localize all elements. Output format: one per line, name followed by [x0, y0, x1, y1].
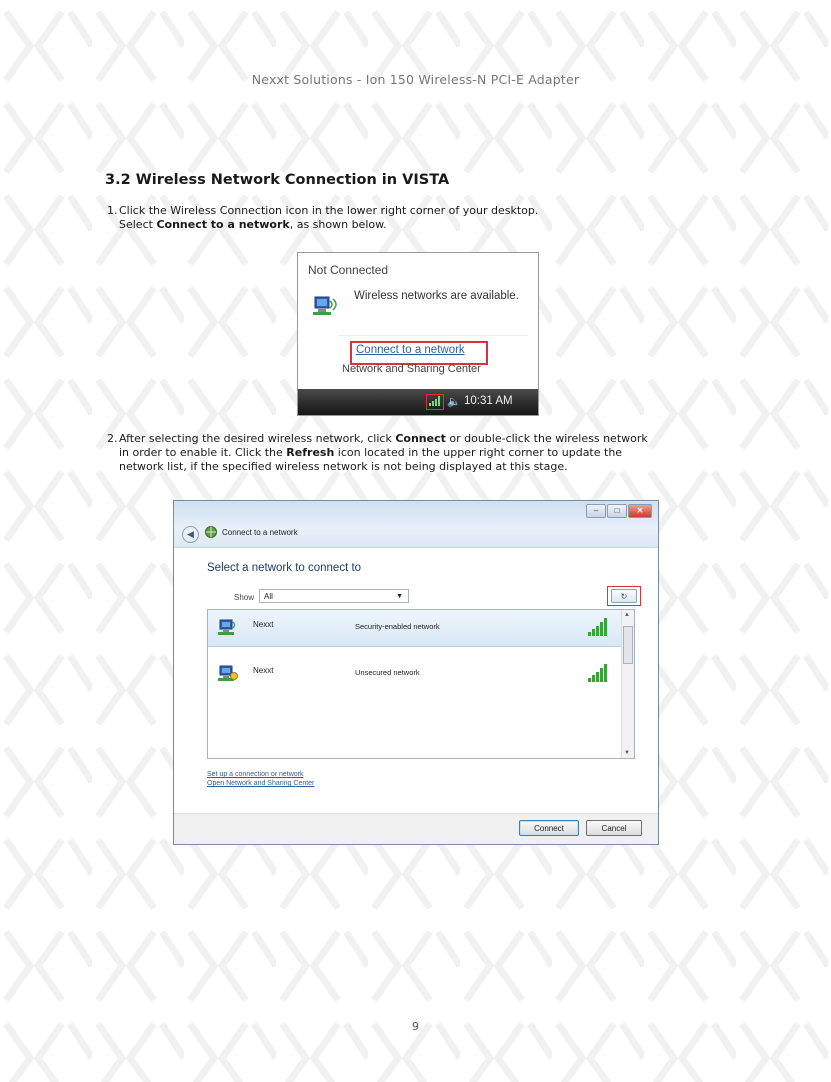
scroll-thumb[interactable]	[623, 626, 633, 664]
signal-bars-icon	[588, 618, 610, 636]
show-label: Show	[234, 593, 255, 602]
network-list-item[interactable]	[208, 610, 622, 647]
connect-button[interactable]: Connect	[519, 820, 579, 836]
clock[interactable]: 10:31 AM	[464, 395, 513, 407]
open-sharing-center-link[interactable]: Open Network and Sharing Center	[207, 780, 315, 787]
network-security: Security-enabled network	[355, 622, 440, 631]
connect-to-network-link[interactable]: Connect to a network	[356, 344, 465, 356]
wireless-computer-icon	[218, 618, 240, 636]
close-icon[interactable]: ✕	[628, 504, 652, 518]
window-controls	[585, 504, 652, 522]
step-number: 1.	[107, 204, 118, 217]
network-name: Nexxt	[253, 620, 274, 629]
divider	[338, 335, 528, 336]
network-globe-icon	[204, 525, 218, 539]
wireless-computer-icon	[312, 291, 338, 317]
scroll-up-icon[interactable]: ▲	[624, 612, 630, 618]
network-list	[207, 609, 635, 759]
dialog-title: Connect to a network	[222, 528, 298, 537]
signal-bars-icon[interactable]	[429, 396, 440, 406]
network-name: Nexxt	[253, 666, 274, 675]
show-filter-select[interactable]	[259, 589, 409, 603]
scroll-down-icon[interactable]: ▼	[624, 750, 630, 756]
connection-status: Not Connected	[308, 263, 389, 277]
dialog-heading: Select a network to connect to	[207, 562, 362, 574]
step-number: 2.	[107, 432, 118, 445]
network-list-item[interactable]	[208, 656, 622, 692]
show-filter-value: All	[264, 592, 273, 601]
refresh-icon: ↻	[620, 592, 628, 601]
minimize-icon[interactable]: –	[586, 504, 606, 518]
dialog-titlebar	[174, 501, 658, 548]
step-2-instructions: 2. After selecting the desired wireless network, click Connect or double-click the wireless network in order to enable it. Click the Refresh icon located in the upper right corner to update the network list, if the specified wireless network is not being displayed at this stage.	[107, 432, 648, 473]
page-header: Nexxt Solutions - Ion 150 Wireless-N PCI-E Adapter	[251, 72, 580, 87]
refresh-button[interactable]	[611, 589, 637, 603]
setup-connection-link[interactable]: Set up a connection or network	[207, 771, 304, 778]
tray-popup-screenshot	[297, 252, 539, 416]
section-title: 3.2 Wireless Network Connection in VISTA	[105, 172, 450, 188]
speaker-icon[interactable]: 🔈	[447, 396, 461, 408]
signal-bars-icon	[588, 664, 610, 682]
list-scrollbar[interactable]	[621, 610, 634, 758]
taskbar	[298, 389, 538, 415]
step-1-instructions: 1. Click the Wireless Connection icon in the lower right corner of your desktop. Select Connect to a network, as shown below.	[107, 204, 539, 231]
network-sharing-center-link[interactable]: Network and Sharing Center	[342, 363, 481, 375]
network-security: Unsecured network	[355, 668, 420, 677]
chevron-down-icon: ▼	[396, 593, 403, 600]
cancel-button[interactable]: Cancel	[586, 820, 642, 836]
dialog-footer	[174, 813, 658, 844]
networks-available-message: Wireless networks are available.	[354, 290, 519, 302]
wireless-computer-icon	[218, 664, 240, 682]
back-arrow-icon[interactable]: ◀	[182, 526, 199, 543]
connect-dialog-screenshot	[173, 500, 659, 845]
page-number: 9	[412, 1020, 419, 1033]
maximize-icon[interactable]: □	[607, 504, 627, 518]
